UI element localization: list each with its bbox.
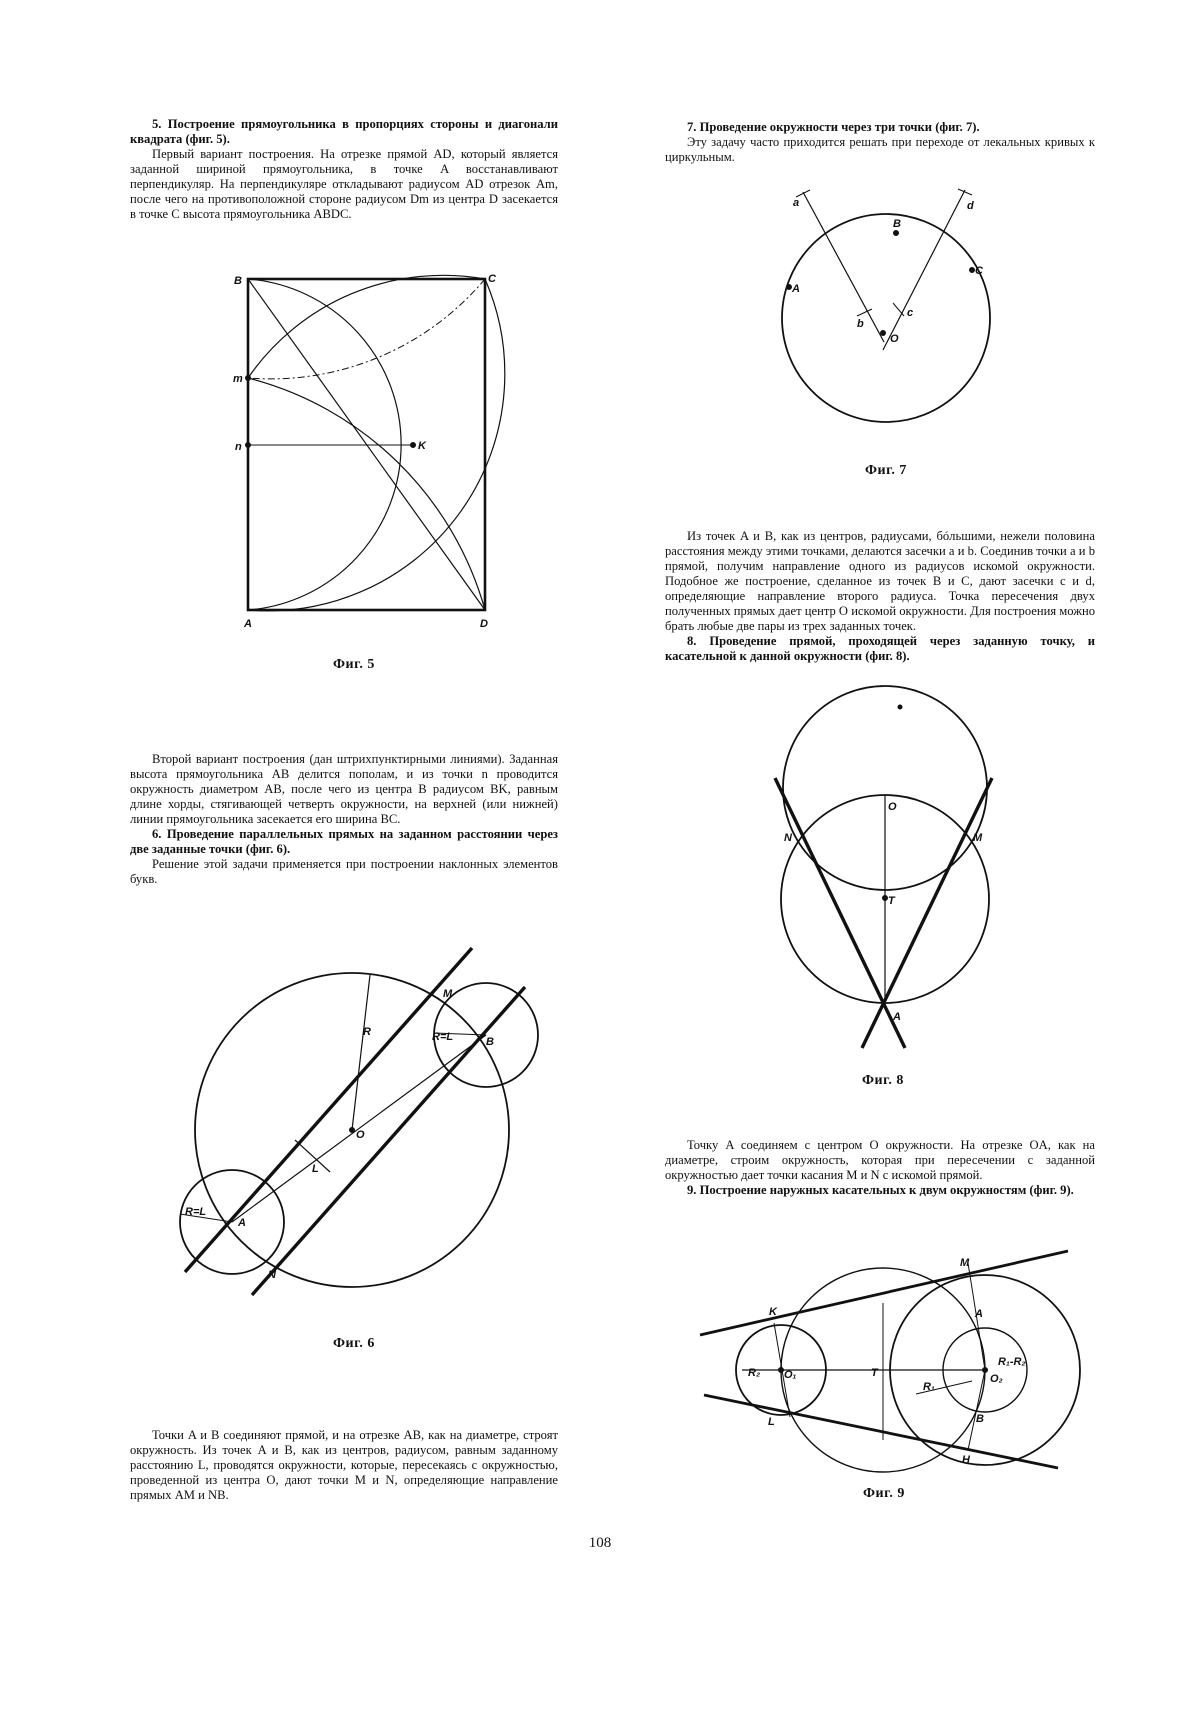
point-o2 [983, 1368, 988, 1373]
label-C: C [488, 273, 496, 285]
label-n: n [235, 441, 242, 453]
label-C: C [975, 265, 983, 277]
label-L: L [312, 1163, 319, 1175]
label-L: L [768, 1416, 775, 1428]
label-O2: O₂ [990, 1373, 1003, 1385]
label-m: m [233, 373, 243, 385]
label-N: N [268, 1269, 276, 1281]
label-B: B [893, 218, 901, 230]
label-M: M [960, 1257, 970, 1269]
caption-fig7: Фиг. 7 [865, 463, 907, 478]
label-T: T [888, 895, 895, 907]
label-A: A [893, 1011, 901, 1023]
label-O: O [356, 1129, 365, 1141]
tangent-top [700, 1251, 1068, 1335]
label-M: M [443, 988, 453, 1000]
heading-9: 9. Построение наружных касательных к двум окружностям (фиг. 9). [687, 1183, 1074, 1197]
caption-fig5: Фиг. 5 [333, 657, 375, 672]
caption-fig8: Фиг. 8 [862, 1073, 904, 1088]
caption-fig9: Фиг. 9 [863, 1486, 905, 1501]
label-D: D [480, 618, 488, 630]
label-A: A [792, 283, 800, 295]
page-number: 108 [588, 1535, 612, 1551]
label-O1: O₁ [784, 1369, 797, 1381]
heading-5: 5. Построение прямоугольника в пропорциях стороны и диагонали квадрата (фиг. 5). [130, 117, 558, 146]
label-B: B [486, 1036, 494, 1048]
label-B: B [976, 1413, 984, 1425]
label-B: B [234, 275, 242, 287]
label-H: H [962, 1454, 970, 1466]
paragraph: Точку A соединяем с центром O окружности. На отрезке OA, как на диаметре, строим окружность, которая при пересечении с заданной окружностью дает точки касания M и N с искомой прямой. [665, 1138, 1095, 1182]
heading-8: 8. Проведение прямой, проходящей через заданную точку, и касательной к данной окружности (фиг. 8). [665, 634, 1095, 663]
point-o1 [779, 1368, 784, 1373]
label-c: c [907, 307, 914, 319]
paragraph: Второй вариант построения (дан штрихпунктирными линиями). Заданная высота прямоугольника AB делится пополам, и из точки n проводится окружность диаметром AB, после чего из центра B радиусом BK, равным длине хорды, стягивающей четверть окружности, на верхней (или нижней) линии прямоугольника засекается его ширина BC. [130, 752, 558, 826]
label-d: d [967, 200, 974, 212]
label-K: K [418, 440, 426, 452]
label-N: N [784, 832, 792, 844]
label-A: A [975, 1308, 983, 1320]
label-R2: R₂ [748, 1367, 761, 1379]
paragraph: Первый вариант построения. На отрезке прямой AD, который является заданной шириной прямоугольника, в точке A восстанавливают перпендикуляр. На перпендикуляре откладывают радиусом AD отрезок Am, после чего на противоположной стороне радиусом Dm из центра D засекается в точке C высота прямоугольника ABDC. [130, 147, 558, 221]
label-a: a [793, 197, 800, 209]
paragraph: Решение этой задачи применяется при построении наклонных элементов букв. [130, 857, 558, 886]
label-O: O [888, 801, 897, 813]
label-A: A [244, 618, 252, 630]
paragraph: Из точек A и B, как из центров, радиусами, бóльшими, нежели половина расстояния между этими точками, делаются засечки a и b. Соединив точки a и b прямой, получим направление одного из радиусов искомой окружности. Подобное же построение, сделанное из точек B и C, дают засечки c и d, определяющие направление второго радиуса. Точка пересечения двух полученных прямых дает центр O искомой окружности. Для построения можно брать любые две пары из трех заданных точек. [665, 529, 1095, 633]
heading-6: 6. Проведение параллельных прямых на заданном расстоянии через две заданные точки (фиг. 6). [130, 827, 558, 856]
label-R1: R₁ [923, 1381, 935, 1393]
label-A: A [238, 1217, 246, 1229]
label-O: O [890, 333, 899, 345]
label-R-L-top: R=L [432, 1031, 454, 1043]
caption-fig6: Фиг. 6 [333, 1336, 375, 1351]
tangent-bottom [704, 1395, 1058, 1468]
label-K: K [769, 1306, 777, 1318]
label-R1-R2: R₁-R₂ [998, 1356, 1026, 1368]
heading-7: 7. Проведение окружности через три точки (фиг. 7). [687, 120, 980, 134]
label-M: M [973, 832, 983, 844]
paragraph: Эту задачу часто приходится решать при переходе от лекальных кривых к циркульным. [665, 135, 1095, 164]
label-R-L-bottom: R=L [185, 1206, 207, 1218]
label-b: b [857, 318, 864, 330]
label-T: T [871, 1367, 878, 1379]
label-R: R [363, 1026, 371, 1038]
paragraph: Точки A и B соединяют прямой, и на отрезке AB, как на диаметре, строят окружность. Из точек A и B, как из центров, радиусом, равным заданному расстоянию L, проводятся окружности, которые, пересекаясь с окружностью, проведенной из центра O, дают точки M и N, определяющие направление прямых AM и NB. [130, 1428, 558, 1502]
